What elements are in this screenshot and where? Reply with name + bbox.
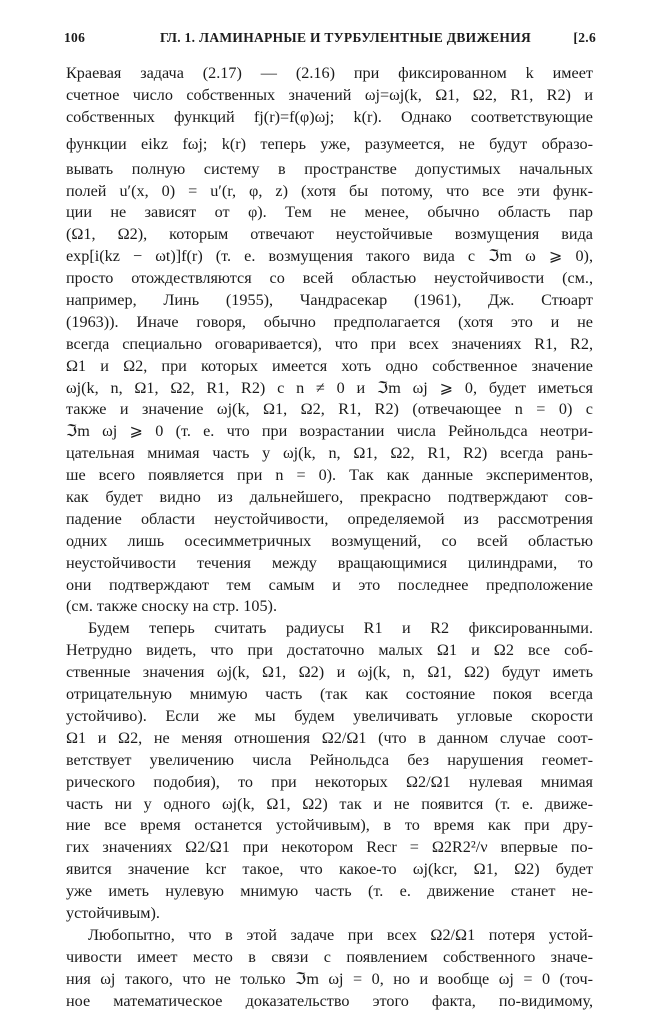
text-line: функции eikz fωj; k(r) теперь уже, разумеется, не будут образо- <box>66 134 593 153</box>
text-line: Краевая задача (2.17) — (2.16) при фиксированном k имеет <box>66 64 593 82</box>
body-text <box>66 63 593 1012</box>
text-line: ωj(k, n, Ω1, Ω2, R1, R2) с n ≠ 0 и ℑm ωj ⩾ 0, будет иметься <box>66 378 593 397</box>
running-header <box>64 30 596 52</box>
text-line: как будет видно из дальнейшего, прекрасно подтверждают сов- <box>66 488 593 507</box>
text-line: ветствует увеличению числа Рейнольдса без нарушения геомет- <box>66 750 593 769</box>
text-line: явится значение kcr такое, что какое-то ωj(kcr, Ω1, Ω2) будет <box>66 860 593 879</box>
paragraph <box>66 925 593 1012</box>
text-line: Будем теперь считать радиусы R1 и R2 фиксированными. <box>88 619 593 638</box>
text-line: Ω1 и Ω2, при которых имеется хоть одно собственное значение <box>66 356 593 375</box>
text-line: (Ω1, Ω2), которым отвечают неустойчивые возмущения вида <box>66 225 593 244</box>
text-line: цательная мнимая часть у ωj(k, n, Ω1, Ω2, R1, R2) всегда рань- <box>66 444 593 463</box>
text-line: (1963)). Иначе говоря, обычно предполагается (хотя это и не <box>66 312 593 331</box>
text-line: просто отождествляются со всей областью неустойчивости (см., <box>66 269 593 288</box>
paragraph <box>66 618 593 924</box>
text-line: также и значение ωj(k, Ω1, Ω2, R1, R2) (отвечающее n = 0) с <box>66 400 593 419</box>
text-line: ние все время останется устойчивым), в то время как при дру- <box>66 816 593 835</box>
text-line: устойчивым). <box>66 903 160 922</box>
text-line: чивости имеет место в связи с появлением собственного значе- <box>66 947 593 966</box>
text-line: неустойчивости течения между вращающимися цилиндрами, то <box>66 553 593 572</box>
text-line: рического подобия), то при некоторых Ω2/Ω1 нулевая мнимая <box>66 772 593 791</box>
section-number: [2.6 <box>573 30 596 45</box>
text-line: устойчиво). Если же мы будем увеличивать угловые скорости <box>66 706 593 725</box>
text-line: счетное число собственных значений ωj=ωj(k, Ω1, Ω2, R1, R2) и <box>66 85 593 104</box>
text-line: ное математическое доказательство этого факта, по-видимому, <box>66 991 593 1010</box>
text-line: падение области неустойчивости, определяемой из рассмотрения <box>66 509 593 528</box>
text-line: часть ни у одного ωj(k, Ω1, Ω2) так и не появится (т. е. движе- <box>66 794 593 813</box>
text-line: одних лишь осесимметричных возмущений, со всей областью <box>66 531 593 550</box>
text-line: всегда специально оговаривается), что при всех значениях R1, R2, <box>66 334 593 353</box>
text-line: exp[i(kz − ωt)]f(r) (т. е. возмущения такого вида с ℑm ω ⩾ 0), <box>66 247 593 266</box>
text-line: собственных функций fj(r)=f(φ)ωj; k(r). Однако соответствующие <box>66 107 593 126</box>
text-line: они подтверждают тем самым и это последнее предположение <box>66 575 593 594</box>
text-line: ния ωj такого, что не только ℑm ωj = 0, но и вообще ωj = 0 (точ- <box>66 969 593 988</box>
text-line: полей u′(x, 0) = u′(r, φ, z) (хотя бы потому, что все эти функ- <box>66 181 593 200</box>
text-line: ше всего появляется при n = 0). Так как данные экспериментов, <box>66 466 593 485</box>
paragraph <box>66 63 593 618</box>
text-line: Ω1 и Ω2, не меняя отношения Ω2/Ω1 (что в данном случае соот- <box>66 728 593 747</box>
text-line: ции не зависят от φ). Тем не менее, обычно область пар <box>66 203 593 222</box>
text-line: ственные значения ωj(k, Ω1, Ω2) и ωj(k, n, Ω1, Ω2) будут иметь <box>66 663 593 682</box>
page-number: 106 <box>64 30 86 45</box>
text-line: вывать полную систему в пространстве допустимых начальных <box>66 159 593 178</box>
text-line: отрицательную мнимую часть (так как состояние покоя всегда <box>66 685 593 704</box>
text-line: гих значениях Ω2/Ω1 при некотором Recr = Ω2R2²/ν впервые по- <box>66 838 593 857</box>
text-line: уже иметь нулевую мнимую часть (т. е. движение станет не- <box>66 882 593 901</box>
text-line: (см. также сноску на стр. 105). <box>66 597 277 616</box>
text-line: например, Линь (1955), Чандрасекар (1961), Дж. Стюарт <box>66 291 593 310</box>
text-line: Нетрудно видеть, что при достаточно малых Ω1 и Ω2 все соб- <box>66 641 593 660</box>
text-line: ℑm ωj ⩾ 0 (т. е. что при возрастании числа Рейнольдса неотри- <box>66 422 593 441</box>
text-line: Любопытно, что в этой задаче при всех Ω2/Ω1 потеря устой- <box>88 925 593 944</box>
running-title: ГЛ. 1. ЛАМИНАРНЫЕ И ТУРБУЛЕНТНЫЕ ДВИЖЕНИЯ <box>160 30 532 45</box>
